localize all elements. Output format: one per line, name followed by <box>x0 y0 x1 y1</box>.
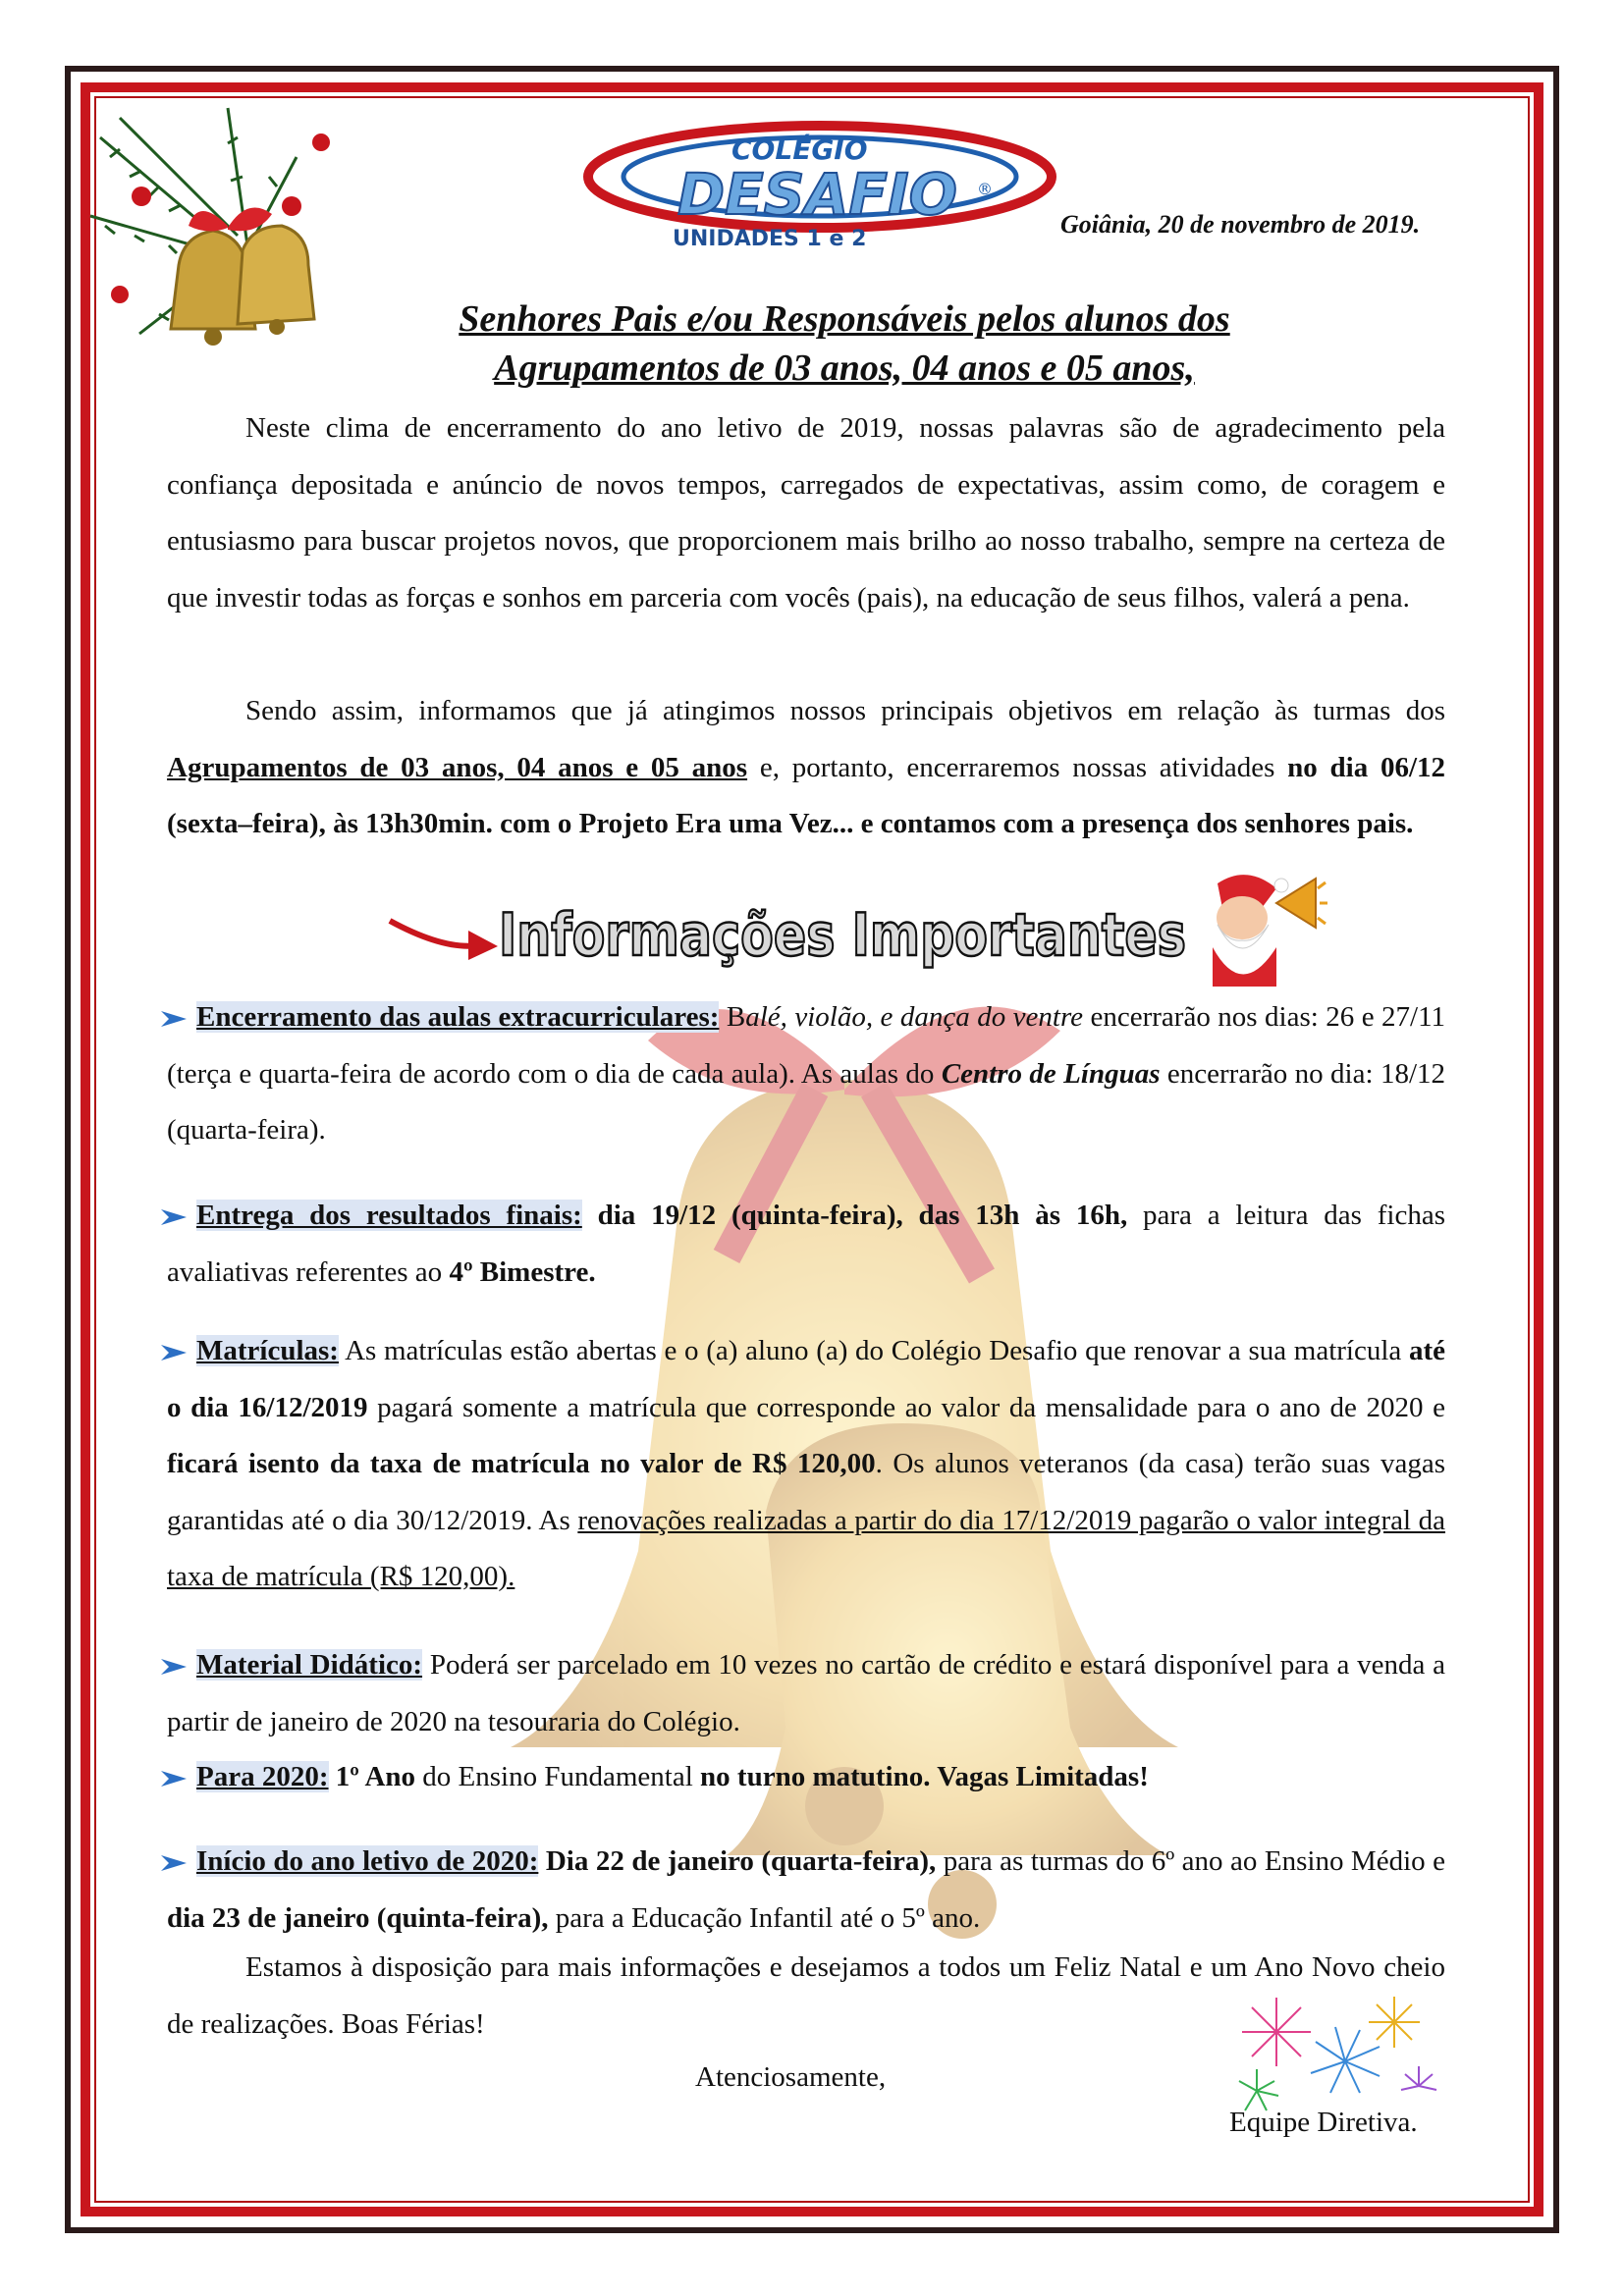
santa-megaphone-icon <box>1178 864 1326 991</box>
enroll-renewals: renovações realizadas a partir do dia 17/12/2019 pagarão o valor integral da taxa de matrícula (R$ 120,00). <box>167 1504 1445 1592</box>
heading-line2: Agrupamentos de 03 anos, 04 anos e 05 anos, <box>494 347 1195 389</box>
colegio-desafio-logo <box>584 116 1056 253</box>
y2020-t2: do Ensino Fundamental <box>422 1761 693 1792</box>
intro-p2-date: no dia 06/12 (sexta–feira), às 13h30min. com o Projeto Era uma Vez... e contamos com a presença dos senhores pais. <box>167 751 1446 839</box>
material-t1: Poderá ser parcelado em 10 vezes no cartão de crédito e estará disponível para a venda a partir de janeiro de 2020 na tesouraria do Colégio. <box>167 1649 1446 1737</box>
start-t4: para a Educação Infantil até o 5º ano. <box>555 1901 981 1934</box>
item-extracurricular <box>167 989 1445 1159</box>
results-t2: para a leitura das fichas avaliativas referentes ao <box>167 1200 1445 1288</box>
results-date: dia 19/12 (quinta-feira), das 13h às 16h, <box>597 1200 1128 1231</box>
item-enrollment <box>167 1323 1445 1606</box>
start-t2: para as turmas do 6º ano ao Ensino Médio e <box>943 1845 1445 1877</box>
logo-line3: UNIDADES 1 e 2 <box>673 227 867 251</box>
signature: Equipe Diretiva. <box>1229 2107 1418 2138</box>
red-arrow-icon <box>385 901 503 970</box>
item-2020 <box>167 1749 1445 1806</box>
fireworks-icon <box>1218 1983 1443 2120</box>
enroll-label: Matrículas: <box>196 1335 339 1366</box>
info-title <box>491 888 1198 977</box>
enroll-t1: As matrículas estão abertas e o (a) aluno (a) do Colégio Desafio que renovar a sua matrícula <box>345 1335 1402 1366</box>
material-label: Material Didático: <box>196 1649 423 1681</box>
y2020-label: Para 2020: <box>196 1761 329 1792</box>
intro-p2-c: e, portanto, encerraremos nossas atividades <box>759 751 1275 783</box>
logo-registered: ® <box>977 180 993 198</box>
closing-text: Estamos à disposição para mais informações e desejamos a todos um Feliz Natal e um Ano Novo cheio de realizações. Boas Férias! <box>167 1951 1445 2040</box>
start-label: Início do ano letivo de 2020: <box>196 1845 539 1877</box>
arrow-bullet-icon <box>159 1341 190 1364</box>
item-results <box>167 1188 1445 1301</box>
start-date2: dia 23 de janeiro (quinta-feira), <box>167 1901 549 1934</box>
intro-paragraph-2 <box>167 683 1445 853</box>
extra-activities: alé, violão, e dança do ventre <box>745 1001 1084 1033</box>
intro-paragraph-1 <box>167 400 1445 626</box>
arrow-bullet-icon <box>159 1851 190 1875</box>
results-label: Entrega dos resultados finais: <box>196 1200 582 1231</box>
extra-label: Encerramento das aulas extracurriculares: <box>196 1001 720 1033</box>
y2020-grade: 1º Ano <box>335 1761 416 1792</box>
extra-t3: encerrarão nos dias: 26 e 27/11 (terça e quarta-feira de acordo com o dia de cada aula). As aulas do <box>167 1001 1445 1090</box>
arrow-bullet-icon <box>159 1655 190 1679</box>
logo-line2: DESAFIO <box>677 161 957 228</box>
extra-t5: encerrarão no dia: 18/12 (quarta-feira). <box>167 1057 1445 1146</box>
extra-languages: Centro de Línguas <box>941 1057 1161 1090</box>
results-bimester: 4º Bimestre. <box>449 1255 596 1288</box>
intro-p2-groups: Agrupamentos de 03 anos, 04 anos e 05 anos <box>167 751 748 783</box>
arrow-bullet-icon <box>159 1767 190 1790</box>
enroll-deadline: até o dia 16/12/2019 <box>167 1335 1446 1423</box>
heading-line1: Senhores Pais e/ou Responsáveis pelos alunos dos <box>459 298 1230 340</box>
intro-p2-a: Sendo assim, informamos que já atingimos nossos principais objetivos em relação às turmas dos <box>245 695 1445 726</box>
y2020-shift: no turno matutino. Vagas Limitadas! <box>700 1761 1149 1792</box>
start-date1: Dia 22 de janeiro (quarta-feira), <box>545 1845 937 1877</box>
regards: Atenciosamente, <box>695 2061 887 2093</box>
item-material <box>167 1637 1445 1750</box>
logo-line1: COLÉGIO <box>731 133 868 166</box>
arrow-bullet-icon <box>159 1007 190 1031</box>
info-title-text: Informações Importantes <box>499 901 1186 970</box>
enroll-t5: . Os alunos veteranos (da casa) terão suas vagas garantidas até o dia 30/12/2019. As <box>167 1448 1445 1536</box>
enroll-exempt: ficará isento da taxa de matrícula no valor de R$ 120,00 <box>167 1448 876 1479</box>
intro-p1-text: Neste clima de encerramento do ano letivo de 2019, nossas palavras são de agradecimento pela confiança depositada e anúncio de novos tempos, carregados de expectativas, assim como, de coragem e entusiasmo para buscar projetos novos, que proporcionem mais brilho ao nosso trabalho, sempre na certeza de que investir todas as forças e sonhos em parceria com vocês (pais), na educação de seus filhos, valerá a pena. <box>167 412 1445 614</box>
item-school-start <box>167 1834 1445 1947</box>
letter-date: Goiânia, 20 de novembro de 2019. <box>1060 210 1421 239</box>
enroll-t3: pagará somente a matrícula que corresponde ao valor da mensalidade para o ano de 2020 e <box>377 1391 1445 1423</box>
arrow-bullet-icon <box>159 1205 190 1229</box>
extra-t1: B <box>726 1001 746 1033</box>
